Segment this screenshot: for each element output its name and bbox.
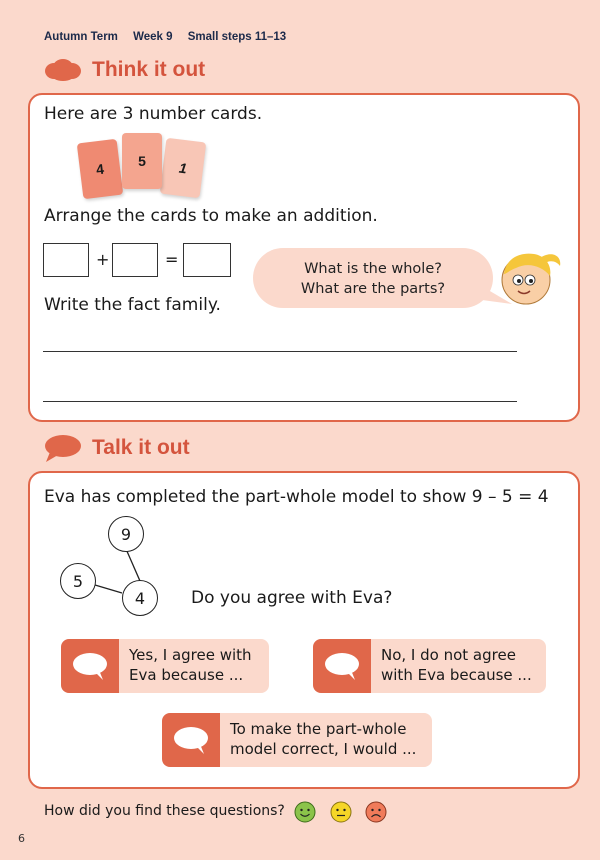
week-label: Week 9 <box>133 31 173 43</box>
equals-sign: = <box>165 250 179 269</box>
number-card-4[interactable]: 4 <box>77 139 124 199</box>
bubble-line-2: What are the parts? <box>300 281 446 297</box>
talk-title: Talk it out <box>92 436 190 459</box>
think-title: Think it out <box>92 58 206 81</box>
part-circle-5: 5 <box>60 563 96 599</box>
plus-sign: + <box>96 250 110 269</box>
bubble-line-1: What is the whole? <box>304 261 442 277</box>
page-number: 6 <box>18 832 25 845</box>
answer-option-disagree[interactable] <box>313 639 546 693</box>
answer-icon-block <box>162 713 220 767</box>
answer-text-disagree: No, I do not agree with Eva because ... <box>371 639 546 693</box>
answer-text-correct: To make the part-whole model correct, I would ... <box>220 713 432 767</box>
rating-question: How did you find these questions? <box>44 803 285 819</box>
number-card-5[interactable]: 5 <box>122 133 162 189</box>
happy-face-icon[interactable] <box>294 801 316 823</box>
answer-icon-block <box>61 639 119 693</box>
speech-bubble-icon <box>323 651 361 681</box>
statement-text: Eva has completed the part-whole model to show 9 – 5 = 4 <box>44 487 549 507</box>
part-circle-4: 4 <box>122 580 158 616</box>
speech-bubble-icon <box>71 651 109 681</box>
answer-text-agree: Yes, I agree with Eva because ... <box>119 639 269 693</box>
instruction-text: Arrange the cards to make an addition. <box>44 206 378 226</box>
answer-option-correct[interactable] <box>162 713 432 767</box>
intro-text: Here are 3 number cards. <box>44 104 263 124</box>
steps-label: Small steps 11–13 <box>187 31 287 43</box>
number-card-1[interactable]: 1 <box>160 138 207 198</box>
answer-icon-block <box>313 639 371 693</box>
neutral-face-icon[interactable] <box>330 801 352 823</box>
answer-option-agree[interactable] <box>61 639 269 693</box>
sad-face-icon[interactable] <box>365 801 387 823</box>
term-label: Autumn Term <box>44 31 118 43</box>
whole-circle: 9 <box>108 516 144 552</box>
speech-bubble-icon <box>172 725 210 755</box>
question-text: Do you agree with Eva? <box>191 588 393 608</box>
fact-family-text: Write the fact family. <box>44 295 221 315</box>
